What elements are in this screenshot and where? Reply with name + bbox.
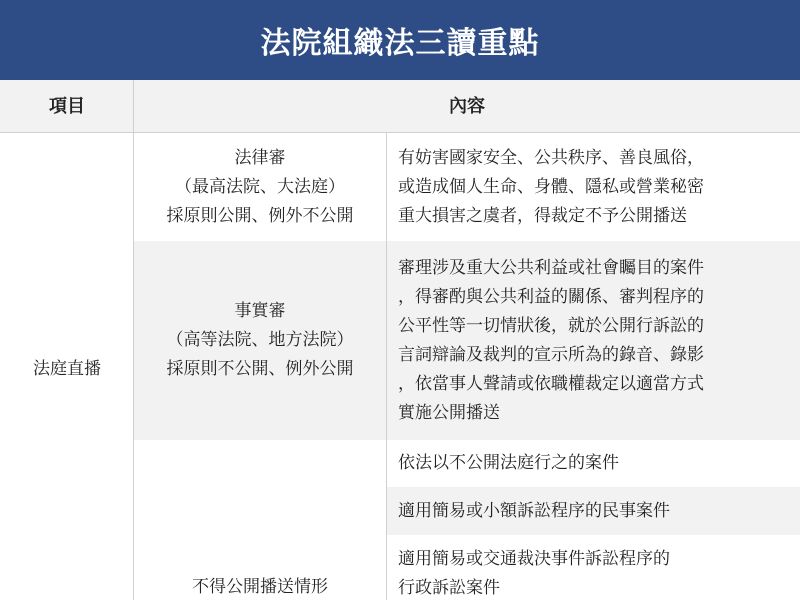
section-content-fact <box>386 241 800 440</box>
content-line: 公平性等一切情狀後，就於公開行訴訟的 <box>398 315 704 336</box>
content-line: 行政訴訟案件 <box>398 578 500 598</box>
prohibited-item <box>386 487 800 535</box>
divider <box>386 133 387 600</box>
content-line: 適用簡易或交通裁決事件訴訟程序的 <box>398 549 670 569</box>
content-line: 重大損害之虞者，得裁定不予公開播送 <box>398 205 687 226</box>
category-cell <box>0 133 134 600</box>
content-line: 言詞辯論及裁判的宣示所為的錄音、錄影 <box>398 344 704 365</box>
content-line: 有妨害國家安全、公共秩序、善良風俗， <box>398 147 704 168</box>
content-line: ，依當事人聲請或依職權裁定以適當方式 <box>398 373 704 394</box>
section-label-line: 事實審 <box>234 301 286 321</box>
category-label: 法庭直播 <box>33 358 101 379</box>
header-item <box>0 80 134 133</box>
section-label-line: 法律審 <box>234 147 286 168</box>
section-label-line: 不得公開播送情形 <box>192 577 328 597</box>
section-label-line: （高等法院、地方法院） <box>166 330 354 350</box>
header-content-label: 內容 <box>449 96 485 117</box>
section-label-prohibited <box>134 440 386 600</box>
content-line: 或造成個人生命、身體、隱私或營業秘密 <box>398 176 704 197</box>
divider <box>133 80 134 600</box>
section-label-line: 採原則公開、例外不公開 <box>166 205 354 226</box>
header-item-label: 項目 <box>49 96 85 117</box>
prohibited-item <box>386 535 800 600</box>
content-line: 適用簡易或小額訴訟程序的民事案件 <box>398 500 670 521</box>
section-content-law <box>386 133 800 241</box>
content-line: ，得審酌與公共利益的關係、審判程序的 <box>398 286 704 307</box>
page-title: 法院組織法三讀重點 <box>260 26 540 61</box>
section-label-line: （最高法院、大法庭） <box>175 176 345 197</box>
divider <box>0 132 800 133</box>
section-label-law <box>134 133 386 241</box>
content-line: 審理涉及重大公共利益或社會矚目的案件 <box>398 257 704 278</box>
section-label-line: 採原則不公開、例外公開 <box>166 359 354 379</box>
title-bar <box>0 0 800 80</box>
section-label-fact <box>134 241 386 440</box>
header-content <box>134 80 800 133</box>
content-line: 實施公開播送 <box>398 402 500 423</box>
content-line: 依法以不公開法庭行之的案件 <box>398 453 619 473</box>
prohibited-item <box>386 440 800 487</box>
